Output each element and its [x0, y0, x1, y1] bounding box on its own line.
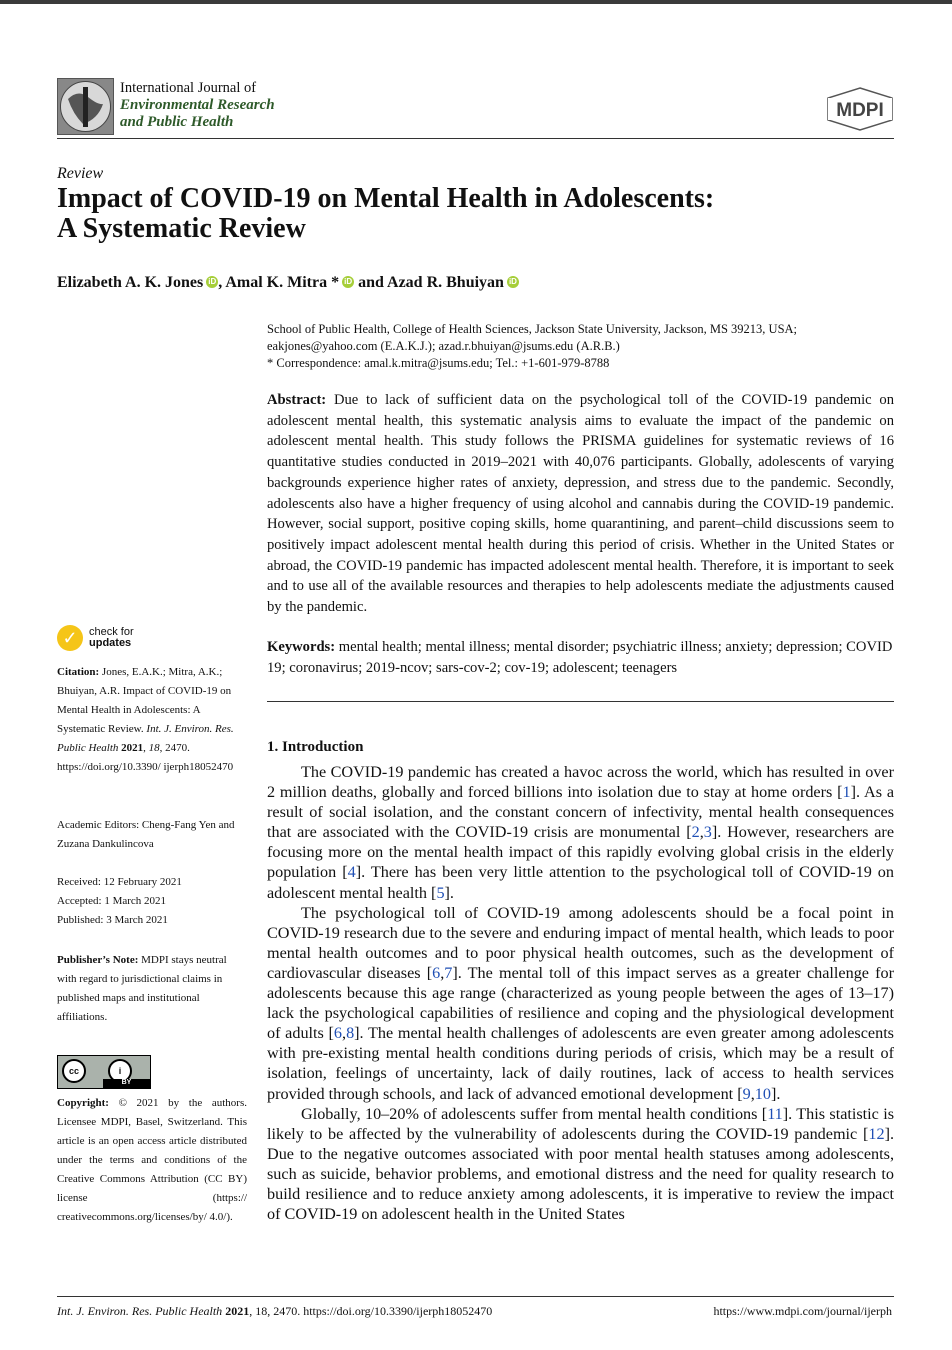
- footer-journal: Int. J. Environ. Res. Public Health: [57, 1304, 223, 1318]
- by-label: BY: [103, 1079, 150, 1088]
- article-type: Review: [57, 165, 104, 182]
- affiliation-emails: eakjones@yahoo.com (E.A.K.J.); azad.r.bhuiyan@jsums.edu (A.R.B.): [267, 339, 620, 353]
- affiliations: [267, 321, 907, 372]
- intro-paragraph: [267, 762, 894, 903]
- reference-link[interactable]: 2: [691, 823, 700, 842]
- citation-journal: Int. J. Environ. Res. Public Health: [57, 723, 234, 754]
- footer-url[interactable]: https://www.mdpi.com/journal/ijerph: [713, 1304, 892, 1318]
- footer-citation: [57, 1304, 492, 1319]
- footer-year: 2021: [225, 1304, 250, 1318]
- section-heading: 1. Introduction: [267, 739, 364, 755]
- keywords: [267, 637, 897, 678]
- reference-link[interactable]: 5: [436, 883, 445, 902]
- reference-link[interactable]: 10: [754, 1084, 771, 1103]
- dates: [57, 873, 247, 930]
- reference-link[interactable]: 4: [347, 863, 356, 882]
- article-title: [57, 184, 857, 244]
- accepted-date: Accepted: 1 March 2021: [57, 895, 167, 907]
- journal-line1: International Journal of: [120, 80, 257, 96]
- paragraph-text: ,: [440, 963, 445, 982]
- citation: Citation: Jones, E.A.K.; Mitra, A.K.; Bhuiyan, A.R. Impact of COVID-19 on Mental Health in Adolescents: A Systematic Review. Int. J. Environ. Res. Public Health 2021, 18, 2470. https://doi.org/10.3390/ ijerph18052470: [57, 666, 234, 773]
- citation-volume: 18: [148, 742, 160, 754]
- copyright: [57, 1094, 247, 1227]
- journal-logo: [57, 78, 114, 135]
- published-date: Published: 3 March 2021: [57, 914, 168, 926]
- title-line1: Impact of COVID-19 on Mental Health in Adolescents:: [57, 183, 715, 214]
- paragraph-text: ,: [342, 1024, 347, 1043]
- author-list: [57, 274, 519, 292]
- reference-link[interactable]: 1: [842, 783, 851, 802]
- author-name: and Azad R. Bhuiyan: [354, 274, 504, 291]
- correspondence: * Correspondence: amal.k.mitra@jsums.edu; Tel.: +1-601-979-8788: [267, 356, 610, 370]
- reference-link[interactable]: 8: [346, 1024, 355, 1043]
- reference-link[interactable]: 6: [432, 963, 441, 982]
- orcid-icon[interactable]: iD: [208, 277, 217, 286]
- intro-paragraph: [267, 903, 894, 1104]
- citation-year: 2021: [121, 742, 144, 754]
- intro-paragraph: [267, 1104, 894, 1225]
- check-line2: updates: [89, 637, 132, 649]
- reference-link[interactable]: 3: [703, 823, 712, 842]
- check-for-updates-badge[interactable]: [57, 625, 134, 651]
- reference-link[interactable]: 12: [868, 1124, 885, 1143]
- journal-line2: Environmental Research: [120, 97, 275, 113]
- affiliation-line: School of Public Health, College of Health Sciences, Jackson State University, Jackson, MS 39213, USA;: [267, 322, 798, 336]
- abstract: [267, 390, 894, 618]
- cc-by-license-badge[interactable]: [57, 1055, 151, 1089]
- paragraph-text: Globally, 10–20% of adolescents suffer from mental health conditions [: [301, 1104, 768, 1123]
- academic-editors: Academic Editors: Cheng-Fang Yen and Zuzana Dankulincova: [57, 819, 235, 850]
- viewer-top-bar: [0, 0, 952, 4]
- copyright-text: © 2021 by the authors. Licensee MDPI, Basel, Switzerland. This article is an open access article distributed under the terms and conditions of the Creative Commons Attribution (CC BY) license (https:// creativecommons.org/licenses/by/ 4.0/).: [57, 1097, 247, 1223]
- introduction-body: [267, 762, 894, 1224]
- copyright-label: Copyright:: [57, 1097, 109, 1109]
- abstract-label: Abstract:: [267, 392, 327, 408]
- cc-icon: cc: [62, 1059, 86, 1083]
- section-rule: [267, 701, 894, 702]
- citation-doi: , 2470. https://doi.org/10.3390/ ijerph18052470: [57, 742, 234, 773]
- journal-line3: and Public Health: [120, 114, 234, 130]
- abstract-text: Due to lack of sufficient data on the psychological toll of the COVID-19 pandemic on adolescent mental health, this systematic analysis aims to evaluate the impact of the pandemic on adolescent mental health. This study follows the PRISMA guidelines for systematic reviews of 16 quantitative studies conducted in 2019–2021 with 40,076 participants. Globally, adolescents of varying backgrounds experience higher rates of anxiety, depression, and stress due to the pandemic. Secondly, adolescents also have a higher frequency of using alcohol and cannabis during the COVID-19 pandemic. However, social support, positive coping skills, home quarantining, and parent–child discussions seem to positively impact adolescent mental health during this period of crisis. Whether in the United States or abroad, the COVID-19 pandemic has impacted adolescent mental health. Therefore, it is important to seek and to use all of the available resources and therapies to help adolescents mediate the adjustments caused by the pandemic.: [267, 392, 894, 616]
- reference-link[interactable]: 7: [444, 963, 453, 982]
- paragraph-text: ,: [699, 823, 704, 842]
- paragraph-text: The psychological toll of COVID-19 among adolescents should be a focal point in COVID-19 research due to the severe and enduring impact of mental health, which leads to poor mental health outcomes and to poor physical health outcomes, such as the development of cardiovascular diseases [: [267, 903, 894, 982]
- journal-title: [120, 80, 275, 131]
- check-icon: ✓: [57, 625, 83, 651]
- author-name: Elizabeth A. K. Jones: [57, 274, 204, 291]
- note-text: MDPI stays neutral with regard to jurisdictional claims in published maps and institutional affiliations.: [57, 954, 227, 1023]
- reference-link[interactable]: 9: [742, 1084, 751, 1103]
- paragraph-text: ,: [750, 1084, 755, 1103]
- keywords-label: Keywords:: [267, 639, 336, 655]
- note-label: Publisher’s Note:: [57, 954, 139, 966]
- title-line2: A Systematic Review: [57, 213, 306, 244]
- paragraph-text: ]. This statistic is likely to be affected by the vulnerability of adolescents during the COVID-19 pandemic [: [267, 1104, 894, 1143]
- header-rule: [57, 138, 894, 139]
- paragraph-text: ]. The mental health challenges of adolescents are even greater among adolescents with pre-existing mental health conditions during periods of crisis, which may be a result of isolation, feelings of uncertainty, lack of daily routines, lack of access to health services provided through schools, and lack of advanced emotional development [: [267, 1024, 894, 1103]
- paragraph-text: ]. As a result of social isolation, and the constant concern of infectivity, mental health consequences that are associated with the COVID-19 crisis are monumental [: [267, 783, 895, 842]
- publishers-note: [57, 951, 247, 1027]
- correspondence-mark: *: [327, 274, 340, 291]
- keywords-text: mental health; mental illness; mental disorder; psychiatric illness; anxiety; depression; COVID 19; coronavirus; 2019-ncov; sars-cov-2; cov-19; adolescent; teenagers: [267, 639, 893, 676]
- orcid-icon[interactable]: iD: [344, 277, 353, 286]
- paragraph-text: ].: [444, 883, 454, 902]
- paragraph-text: ]. Due to the negative outcomes associated with poor mental health statuses among adolescents, such as suicide, behavior problems, and emotional distress and the need for quality research to build resilience and to reduce anxiety among adolescents, it is imperative to review the impact of COVID-19 on adolescent health in the United States: [267, 1124, 894, 1224]
- author-name: , Amal K. Mitra: [218, 274, 328, 291]
- paragraph-text: The COVID-19 pandemic has created a havoc across the world, which has resulted in over 2 million deaths, globally and forced billions into isolation due to stay at home orders [: [267, 763, 894, 802]
- footer-rule: [57, 1296, 894, 1297]
- paragraph-text: ]. There has been very little attention to the psychological toll of COVID-19 on adolescent mental health [: [267, 863, 894, 902]
- reference-link[interactable]: 11: [767, 1104, 783, 1123]
- reference-link[interactable]: 6: [333, 1024, 343, 1043]
- mdpi-logo: [824, 86, 896, 137]
- paragraph-text: ].: [770, 1084, 781, 1103]
- orcid-icon[interactable]: iD: [508, 277, 517, 286]
- paragraph-text: ]. The mental toll of this impact serves as a greater challenge for adolescents because this age range (characterized as young people between the ages of 13–17) lack the psychological capabilities of resilience and coping and the physiological development of adults [: [267, 963, 895, 1043]
- attribution-icon: i: [108, 1059, 132, 1083]
- received-date: Received: 12 February 2021: [57, 876, 182, 888]
- citation-label: Citation:: [57, 666, 100, 678]
- citation-text: Jones, E.A.K.; Mitra, A.K.; Bhuiyan, A.R. Impact of COVID-19 on Mental Health in Adolescents: A Systematic Review.: [57, 666, 232, 735]
- svg-text:MDPI: MDPI: [836, 100, 884, 121]
- check-line1: check for: [89, 626, 134, 638]
- footer-doi: , 18, 2470. https://doi.org/10.3390/ijerph18052470: [249, 1304, 493, 1318]
- paragraph-text: ]. However, researchers are focusing more on the mental health impact of this rapidly evolving global crisis in the elderly population [: [267, 823, 895, 882]
